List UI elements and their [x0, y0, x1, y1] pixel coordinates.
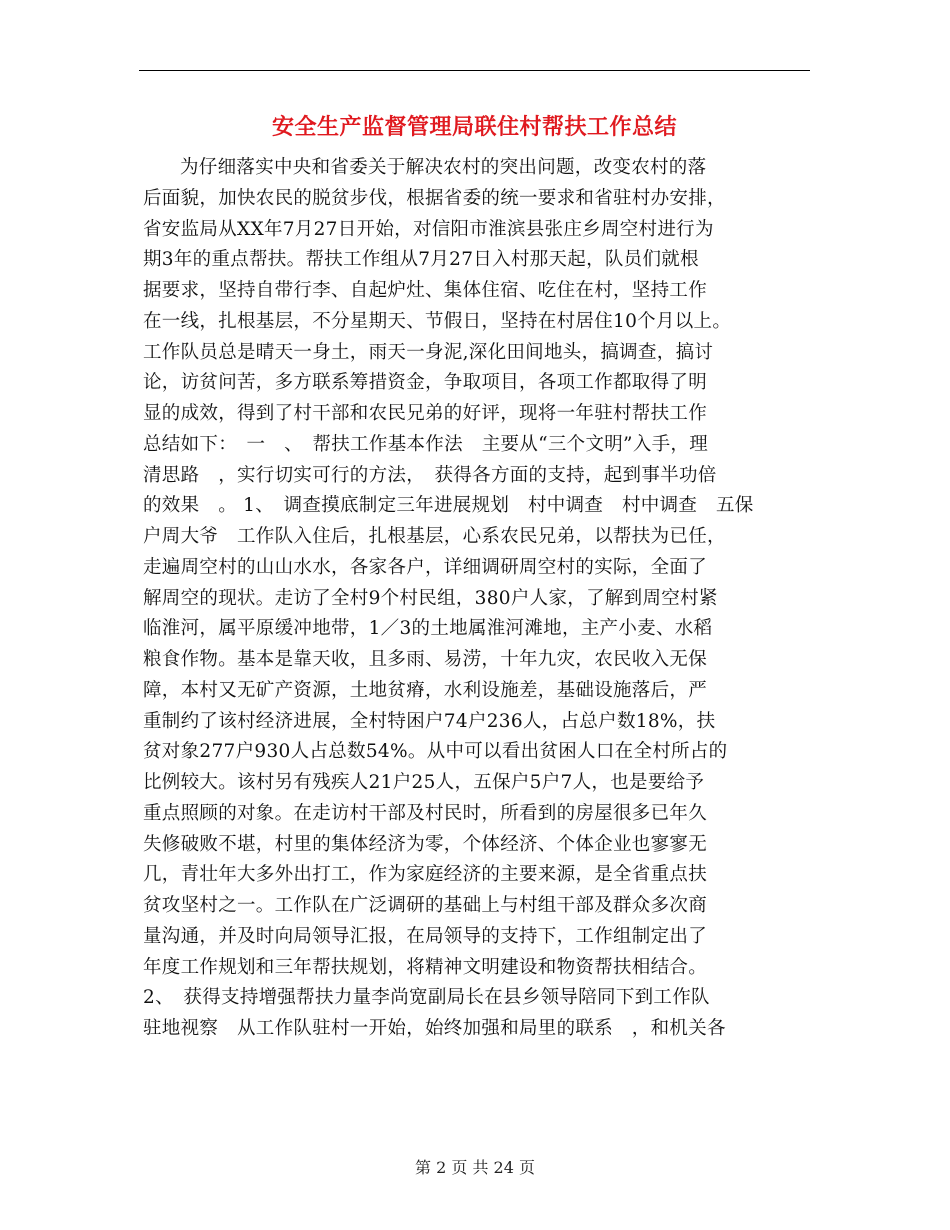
body-line: 论，访贫问苦，多方联系筹措资金，争取项目，各项工作都取得了明: [143, 372, 708, 394]
body-line: 走遍周空村的山山水水，各家各户，详细调研周空村的实际，全面了: [143, 556, 708, 578]
body-line: 粮食作物。基本是靠天收，且多雨、易涝，十年九灾，农民收入无保: [143, 649, 708, 670]
body-line: 年度工作规划和三年帮扶规划，将精神文明建设和物资帮扶相结合。: [143, 956, 708, 978]
body-line: 比例较大。该村另有残疾人21户25人，五保户5户7人，也是要给予: [143, 772, 705, 793]
body-line: 据要求，坚持自带行李、自起炉灶、集体住宿、吃住在村，坚持工作: [143, 280, 708, 301]
header-rule: [139, 70, 810, 71]
body-line: 为仔细落实中央和省委关于解决农村的突出问题，改变农村的落: [180, 157, 707, 178]
body-line: 量沟通，并及时向局领导汇报，在局领导的支持下，工作组制定出了: [143, 925, 708, 947]
body-line: 在一线，扎根基层，不分星期天、节假日，坚持在村居住10个月以上。: [143, 310, 732, 332]
body-line: 总结如下： 一 、 帮扶工作基本作法 主要从“三个文明”入手，理: [143, 433, 709, 455]
body-line: 几，青壮年大多外出打工，作为家庭经济的主要来源，是全省重点扶: [143, 864, 708, 886]
body-line: 贫攻坚村之一。工作队在广泛调研的基础上与村组干部及群众多次商: [143, 895, 708, 916]
body-line: 失修破败不堪，村里的集体经济为零，个体经济、个体企业也寥寥无: [143, 833, 708, 855]
body-line: 户周大爷 工作队入住后，扎根基层，心系农民兄弟，以帮扶为已任，: [143, 526, 726, 547]
document-title: 安全生产监督管理局联住村帮扶工作总结: [271, 114, 677, 140]
body-line: 临淮河，属平原缓冲地带，1／3的土地属淮河滩地，主产小麦、水稻: [143, 618, 713, 640]
document-body: [143, 153, 813, 1045]
body-line: 的效果 。 1、 调查摸底制定三年进展规划 村中调查 村中调查 五保: [143, 495, 754, 517]
body-line: 工作队员总是晴天一身土，雨天一身泥,深化田间地头，搞调查，搞讨: [143, 341, 714, 363]
body-line: 后面貌，加快农民的脱贫步伐，根据省委的统一要求和省驻村办安排，: [143, 187, 726, 209]
body-line: 驻地视察 从工作队驻村一开始，始终加强和局里的联系 ，和机关各: [143, 1018, 726, 1039]
body-line: 障，本村又无矿产资源，土地贫瘠，水利设施差，基础设施落后，严: [143, 679, 708, 701]
body-line: 重制约了该村经济进展，全村特困户74户236人，占总户数18%，扶: [143, 710, 716, 732]
body-line: 期3年的重点帮扶。帮扶工作组从7月27日入村那天起，队员们就根: [143, 249, 699, 271]
body-line: 贫对象277户930人占总数54%。从中可以看出贫困人口在全村所占的: [143, 741, 728, 763]
body-line: 2、 获得支持增强帮扶力量李尚宽副局长在县乡领导陪同下到工作队: [143, 987, 710, 1009]
body-line: 解周空的现状。走访了全村9个村民组，380户人家，了解到周空村紧: [143, 587, 718, 609]
page-number: 第 2 页 共 24 页: [415, 1158, 535, 1177]
body-line: 省安监局从XX年7月27日开始，对信阳市淮滨县张庄乡周空村进行为: [143, 218, 714, 240]
body-line: 显的成效，得到了村干部和农民兄弟的好评，现将一年驻村帮扶工作: [143, 403, 708, 424]
body-line: 重点照顾的对象。在走访村干部及村民时，所看到的房屋很多已年久: [143, 802, 708, 824]
body-line: 清思路 ，实行切实可行的方法， 获得各方面的支持，起到事半功倍: [143, 464, 717, 486]
